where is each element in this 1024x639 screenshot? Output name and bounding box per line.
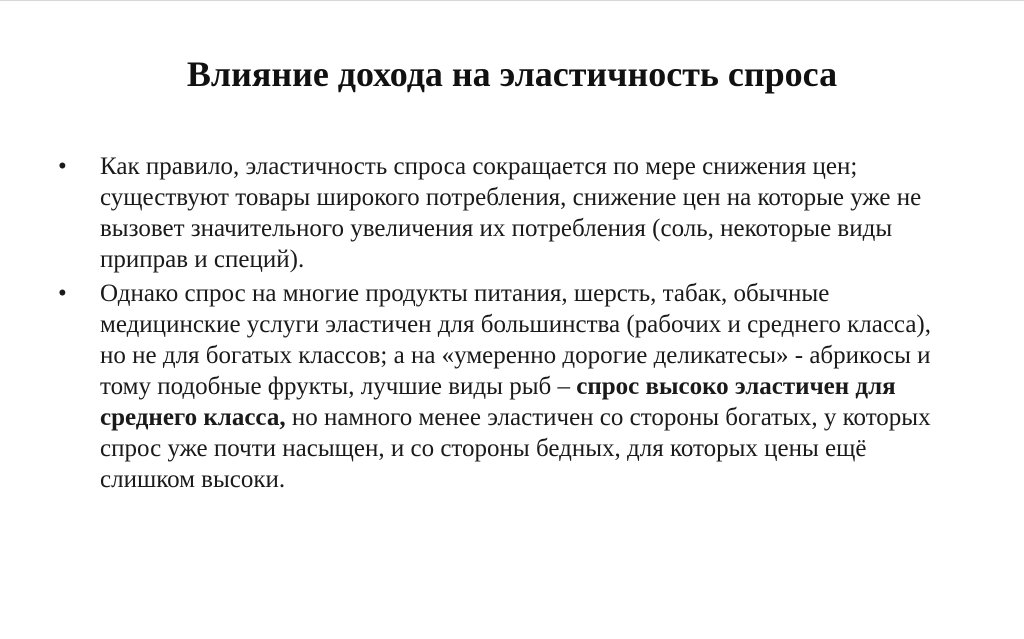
bullet-text: Как правило, эластичность спроса сокращается по мере снижения цен; существуют товары широкого потребления, снижение цен на которые уже не вызовет значительного увеличения их потребления (соль, некоторые виды приправ и специй).: [100, 153, 922, 273]
bullet-text-bold: спрос высоко эластичен для среднего класса,: [100, 373, 896, 431]
bullet-marker: •: [58, 153, 67, 180]
bullet-text-regular-start: Однако спрос на многие продукты питания, шерсть, табак, обычные медицинские услуги эластичен для большинства (рабочих и среднего класса), но не для богатых классов; а на «умеренно дорогие деликатесы» - абрикосы и тому подобные фрукты, лучшие виды рыб –: [100, 280, 932, 400]
bullet-item-1: [58, 151, 958, 275]
bullet-text-regular-end: но намного менее эластичен со стороны богатых, у которых спрос уже почти насыщен, и со стороны бедных, для которых цены ещё слишком высоки.: [100, 404, 931, 493]
bullet-item-2: [58, 278, 958, 495]
bullet-marker: •: [58, 280, 67, 307]
bullet-list: [58, 151, 958, 498]
slide-title: Влияние дохода на эластичность спроса: [186, 54, 838, 94]
